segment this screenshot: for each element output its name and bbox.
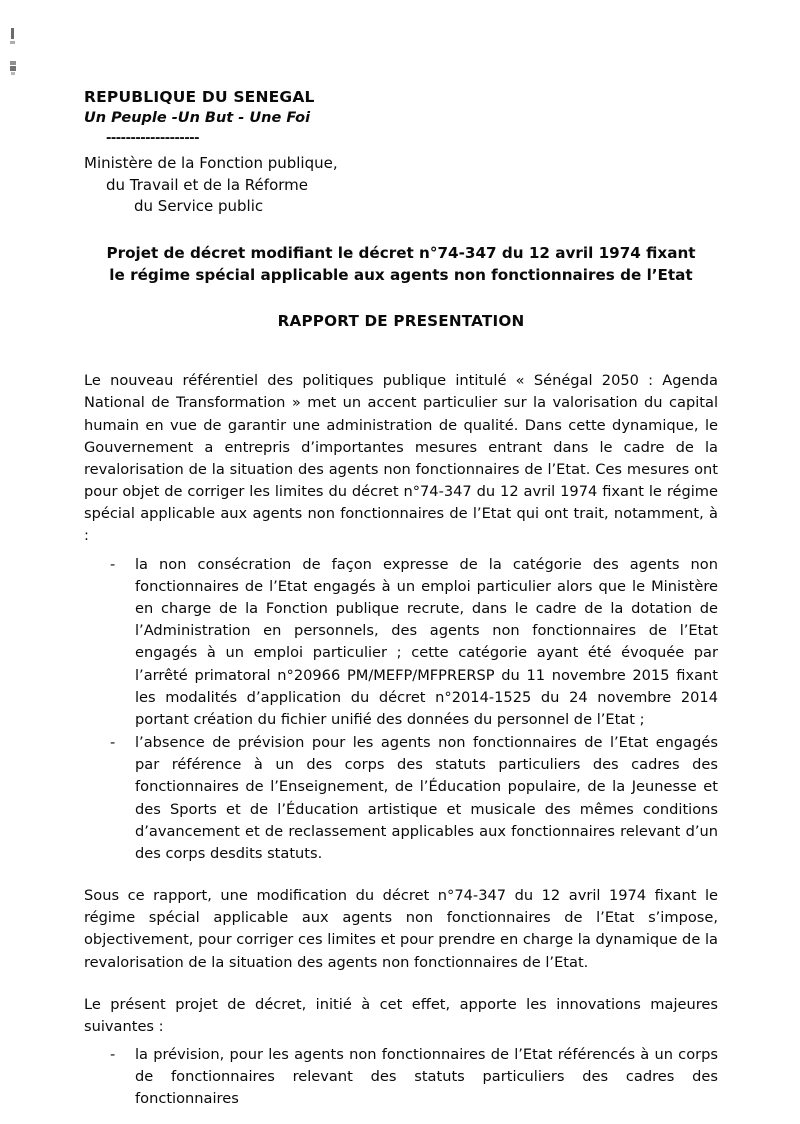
paragraph-sous-ce-rapport: Sous ce rapport, une modification du décret n°74-347 du 12 avril 1974 fixant le régime spécial applicable aux agents non fonctionnaires de l’Etat s’impose, objectivement, pour corriger ces limites et pour prendre en charge la dynamique de la revalorisation de la situation des agents non fonctionnaires de l’Etat.	[84, 887, 718, 971]
dash-bullet: -	[110, 734, 116, 752]
republic-heading: REPUBLIQUE DU SENEGAL	[84, 88, 315, 106]
ministry-line-3: du Service public	[134, 196, 264, 215]
dashed-separator: -------------------	[106, 131, 200, 147]
document-body	[84, 370, 718, 1110]
dash-bullet: -	[110, 1046, 116, 1064]
paragraph-innovations-intro: Le présent projet de décret, initié à cet effet, apporte les innovations majeures suivantes :	[84, 995, 718, 1035]
scan-artifact-mark	[10, 61, 16, 65]
scan-artifact-mark	[11, 28, 14, 39]
limits-list	[84, 554, 718, 865]
list-item	[84, 1044, 718, 1111]
letterhead	[84, 88, 718, 217]
innovations-list	[84, 1044, 718, 1111]
list-item	[84, 554, 718, 731]
document-title: Projet de décret modifiant le décret n°74-347 du 12 avril 1974 fixant le régime spécial applicable aux agents non fonctionnaires de l’Etat	[106, 244, 696, 284]
dash-bullet: -	[110, 555, 116, 573]
document-page	[84, 0, 718, 1111]
scan-artifact-mark	[11, 72, 15, 75]
paragraph-intro: Le nouveau référentiel des politiques publique intitulé « Sénégal 2050 : Agenda National de Transformation » met un accent particulier sur la valorisation du capital humain en vue de garantir une administration de qualité. Dans cette dynamique, le Gouvernement a entrepris d’importantes mesures entrant dans le cadre de la revalorisation de la situation des agents non fonctionnaires de l’Etat. Ces mesures ont pour objet de corriger les limites du décret n°74-347 du 12 avril 1974 fixant le régime spécial applicable aux agents non fonctionnaires de l’Etat qui ont trait, notamment, à :	[84, 372, 718, 545]
list-item-text: la prévision, pour les agents non fonctionnaires de l’Etat référencés à un corps de fonctionnaires relevant des statuts particuliers des cadres des fonctionnaires	[135, 1046, 718, 1108]
ministry-block	[84, 153, 718, 217]
scan-artifact-mark	[10, 66, 16, 71]
list-item	[84, 732, 718, 865]
scan-edge-artifacts	[0, 0, 40, 120]
ministry-line-1: Ministère de la Fonction publique,	[84, 154, 338, 173]
section-title: RAPPORT DE PRESENTATION	[277, 312, 525, 331]
list-item-text: la non consécration de façon expresse de la catégorie des agents non fonctionnaires de l’Etat engagés à un emploi particulier alors que le Ministère en charge de la Fonction publique recrute, dans le cadre de la dotation de l’Administration en personnels, des agents non fonctionnaires de l’Etat engagés à un emploi particulier ; cette catégorie ayant été évoquée par l’arrêté primatoral n°20966 PM/MEFP/MFPRERSP du 11 novembre 2015 fixant les modalités d’application du décret n°2014-1525 du 24 novembre 2014 portant création du fichier unifié des données du personnel de l’Etat ;	[135, 555, 718, 728]
national-motto: Un Peuple -Un But - Une Foi	[84, 110, 311, 127]
scan-artifact-mark	[10, 41, 15, 44]
list-item-text: l’absence de prévision pour les agents non fonctionnaires de l’Etat engagés par référence à un des corps des statuts particuliers des cadres des fonctionnaires de l’Enseignement, de l’Éducation populaire, de la Jeunesse et des Sports et de l’Éducation artistique et musicale des mêmes conditions d’avancement et de reclassement applicables aux fonctionnaires relevant d’un des corps desdits statuts.	[135, 734, 718, 862]
ministry-line-2: du Travail et de la Réforme	[106, 175, 308, 194]
